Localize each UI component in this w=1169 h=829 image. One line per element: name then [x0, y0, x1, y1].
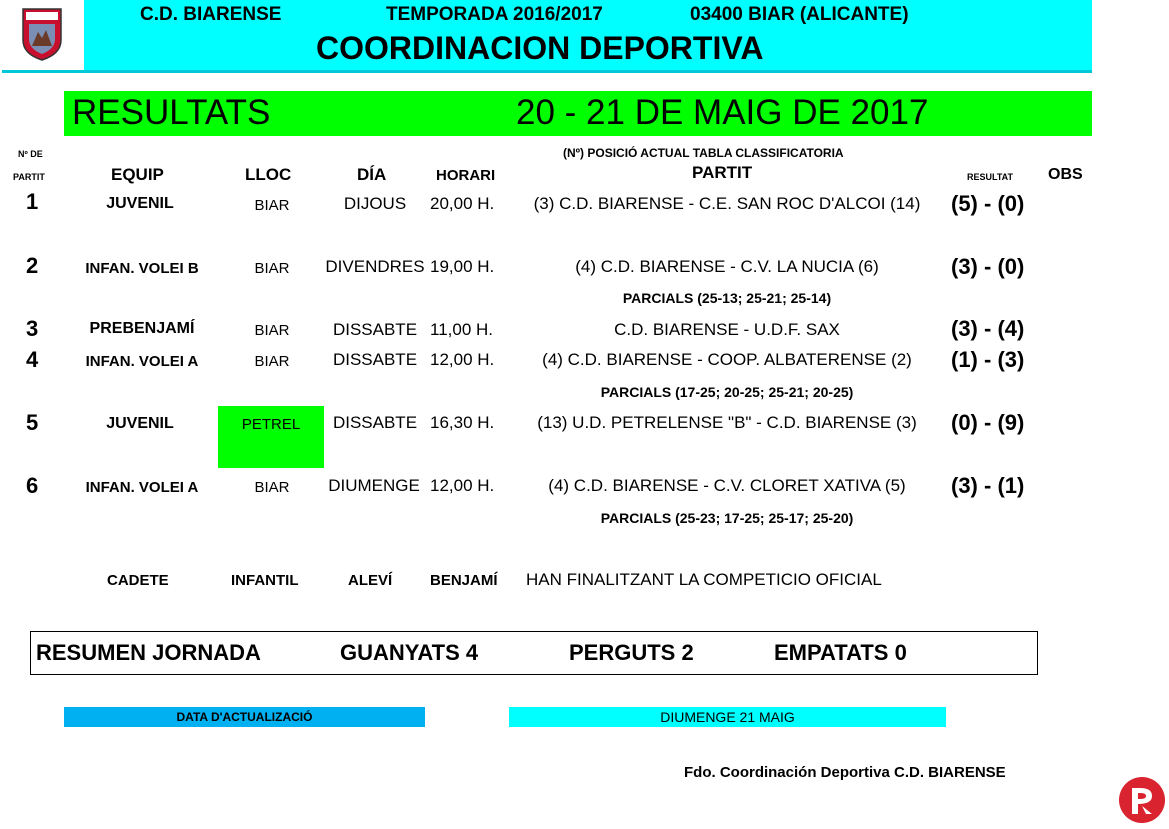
match-partials: PARCIALS (25-13; 25-21; 25-14) — [622, 290, 832, 306]
col-obs: OBS — [1048, 166, 1083, 183]
match-day: DIUMENGE — [328, 476, 420, 495]
match-time: 12,00 H. — [430, 476, 495, 495]
summary-drawn: EMPATATS 0 — [774, 640, 907, 665]
match-number: 2 — [26, 253, 39, 278]
match-team: JUVENIL — [106, 415, 174, 432]
finished-category-infantil: INFANTIL — [231, 572, 299, 589]
match-venue: BIAR — [254, 479, 290, 496]
finished-category-benjami: BENJAMÍ — [430, 572, 498, 589]
club-crest-logo — [20, 6, 64, 62]
match-result: (3) - (0) — [951, 254, 1025, 279]
match-number: 6 — [26, 473, 39, 498]
match-fixture: (13) U.D. PETRELENSE "B" - C.D. BIARENSE (3) — [537, 413, 917, 432]
finished-category-alevi: ALEVÍ — [348, 572, 393, 589]
match-day: DISSABTE — [332, 320, 418, 339]
match-team: INFAN. VOLEI B — [85, 260, 199, 277]
match-result: (5) - (0) — [951, 191, 1025, 216]
match-partials: PARCIALS (17-25; 20-25; 25-21; 20-25) — [600, 384, 854, 400]
match-fixture: (4) C.D. BIARENSE - C.V. LA NUCIA (6) — [575, 257, 879, 276]
signature: Fdo. Coordinación Deportiva C.D. BIARENSE — [684, 764, 1006, 781]
match-number: 5 — [26, 410, 39, 435]
season-label: TEMPORADA 2016/2017 — [386, 4, 603, 25]
summary-lost: PERGUTS 2 — [569, 640, 694, 665]
header-divider — [2, 70, 1092, 73]
match-day: DIVENDRES — [325, 257, 425, 276]
match-venue: BIAR — [254, 197, 290, 214]
update-label: DATA D'ACTUALIZACIÓ — [176, 710, 313, 724]
match-fixture: (4) C.D. BIARENSE - COOP. ALBATERENSE (2) — [542, 350, 912, 369]
col-position-note: (Nº) POSICIÓ ACTUAL TABLA CLASSIFICATORIA — [563, 146, 844, 160]
match-time: 16,30 H. — [430, 413, 495, 432]
match-number: 1 — [26, 189, 39, 214]
match-time: 11,00 H. — [430, 320, 494, 339]
match-time: 19,00 H. — [430, 257, 495, 276]
match-day: DISSABTE — [332, 413, 418, 432]
col-day: DÍA — [357, 165, 387, 184]
match-team: INFAN. VOLEI A — [85, 353, 199, 370]
match-fixture: (4) C.D. BIARENSE - C.V. CLORET XATIVA (5) — [548, 476, 906, 495]
col-result: RESULTAT — [967, 172, 1013, 182]
match-time: 20,00 H. — [430, 194, 495, 213]
brand-logo-icon — [1118, 776, 1166, 824]
match-result: (0) - (9) — [951, 410, 1025, 435]
match-result: (3) - (4) — [951, 316, 1025, 341]
match-venue: PETREL — [241, 416, 301, 433]
col-team: EQUIP — [111, 165, 164, 184]
col-num-top: Nº DE — [18, 149, 43, 159]
col-match: PARTIT — [692, 163, 753, 182]
col-num-bottom: PARTIT — [13, 172, 45, 182]
col-time: HORARI — [436, 167, 496, 184]
match-venue: BIAR — [254, 322, 290, 339]
match-result: (3) - (1) — [951, 473, 1025, 498]
match-fixture: C.D. BIARENSE - U.D.F. SAX — [614, 320, 840, 339]
match-day: DISSABTE — [332, 350, 418, 369]
finished-note: HAN FINALITZANT LA COMPETICIO OFICIAL — [526, 570, 882, 589]
match-team: PREBENJAMÍ — [89, 320, 195, 337]
summary-won: GUANYATS 4 — [340, 640, 479, 665]
match-team: INFAN. VOLEI A — [85, 479, 199, 496]
banner-title: RESULTATS — [72, 93, 271, 132]
match-partials: PARCIALS (25-23; 17-25; 25-17; 25-20) — [600, 510, 854, 526]
club-name: C.D. BIARENSE — [140, 4, 282, 25]
match-day: DIJOUS — [343, 194, 407, 213]
match-time: 12,00 H. — [430, 350, 495, 369]
match-team: JUVENIL — [106, 195, 174, 212]
col-venue: LLOC — [245, 165, 292, 184]
match-number: 4 — [26, 347, 39, 372]
summary-label: RESUMEN JORNADA — [36, 640, 261, 665]
department-title: COORDINACION DEPORTIVA — [316, 30, 764, 66]
match-venue: BIAR — [254, 260, 290, 277]
update-value: DIUMENGE 21 MAIG — [660, 709, 795, 725]
location-label: 03400 BIAR (ALICANTE) — [690, 4, 909, 25]
match-fixture: (3) C.D. BIARENSE - C.E. SAN ROC D'ALCOI (14) — [533, 194, 921, 213]
match-result: (1) - (3) — [951, 347, 1025, 372]
match-number: 3 — [26, 316, 39, 341]
match-venue: BIAR — [254, 353, 290, 370]
banner-date: 20 - 21 DE MAIG DE 2017 — [516, 93, 929, 132]
finished-category-cadete: CADETE — [107, 572, 169, 589]
